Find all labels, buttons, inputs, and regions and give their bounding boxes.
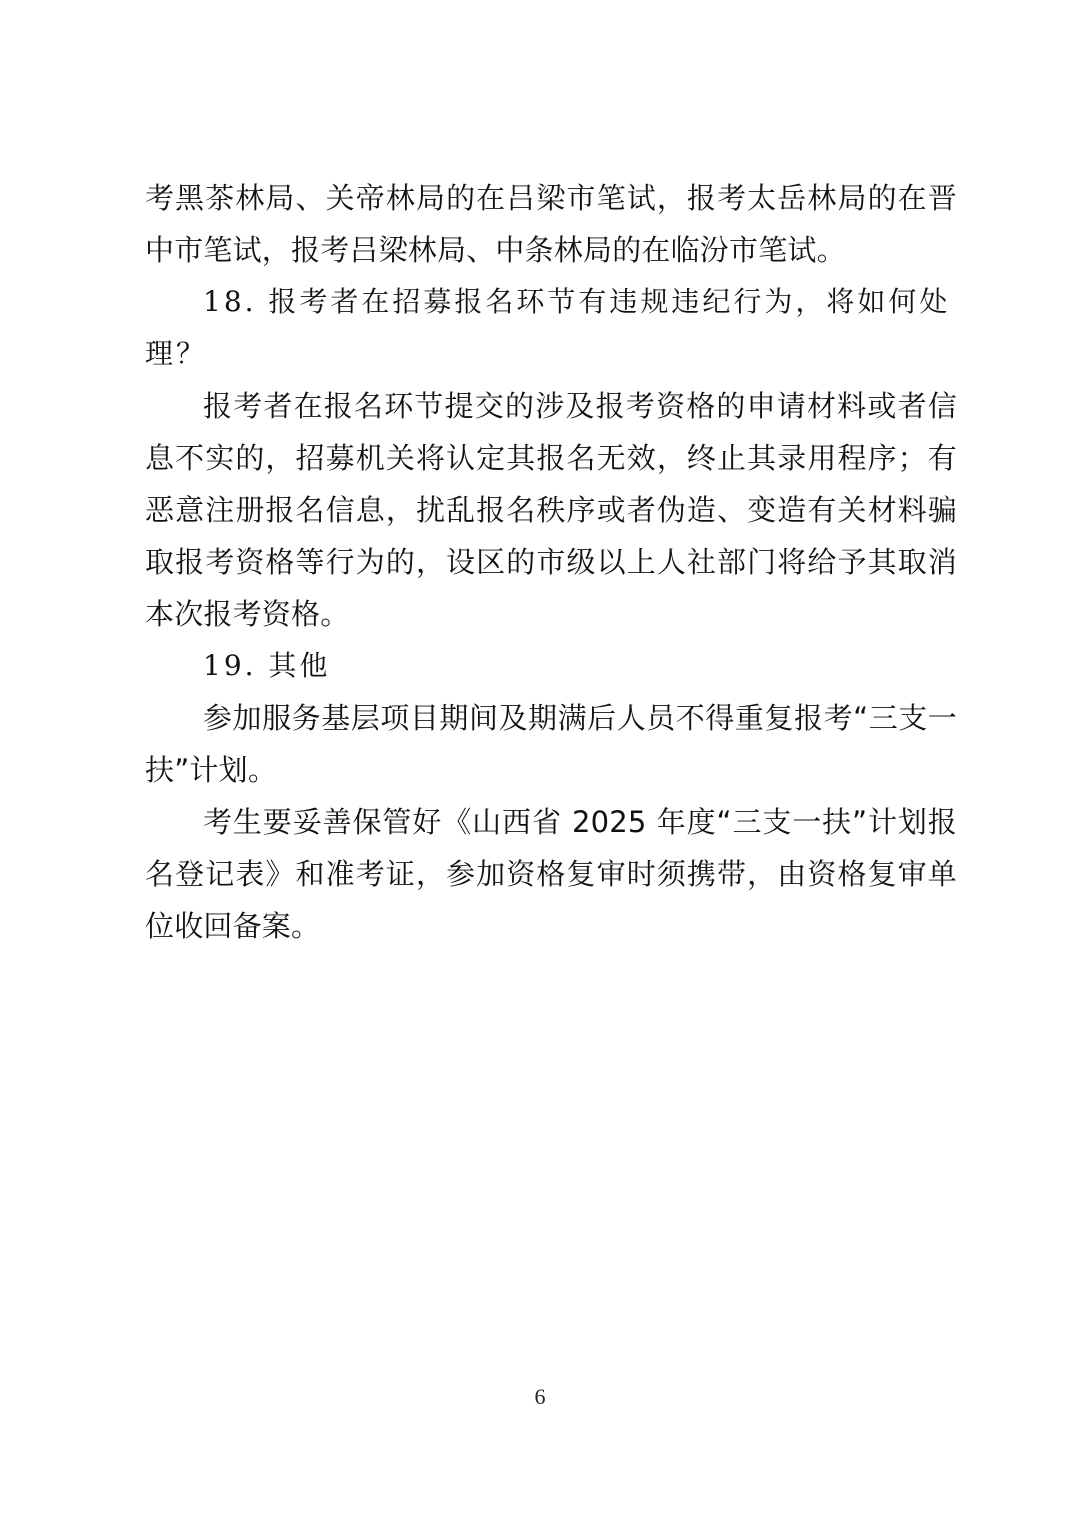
heading-question-18: 18. 报考者在招募报名环节有违规违纪行为，将如何处理？: [145, 285, 951, 370]
document-body: [145, 172, 957, 952]
paragraph-keep-registration-form: 考生要妥善保管好《山西省 2025 年度“三支一扶”计划报名登记表》和准考证，参加资格复审时须携带，由资格复审单位收回备案。: [145, 805, 957, 943]
paragraph-exam-locations: 考黑茶林局、关帝林局的在吕梁市笔试，报考太岳林局的在晋中市笔试，报考吕梁林局、中条林局的在临汾市笔试。: [145, 181, 957, 267]
paragraph-violation-handling: 报考者在报名环节提交的涉及报考资格的申请材料或者信息不实的，招募机关将认定其报名无效，终止其录用程序；有恶意注册报名信息，扰乱报名秩序或者伪造、变造有关材料骗取报考资格等行为的，设区的市级以上人社部门将给予其取消本次报考资格。: [145, 389, 957, 631]
page-number: 6: [534, 1384, 546, 1409]
heading-question-19: 19. 其他: [203, 649, 331, 682]
paragraph-no-repeat-application: 参加服务基层项目期间及期满后人员不得重复报考“三支一扶”计划。: [145, 701, 957, 787]
